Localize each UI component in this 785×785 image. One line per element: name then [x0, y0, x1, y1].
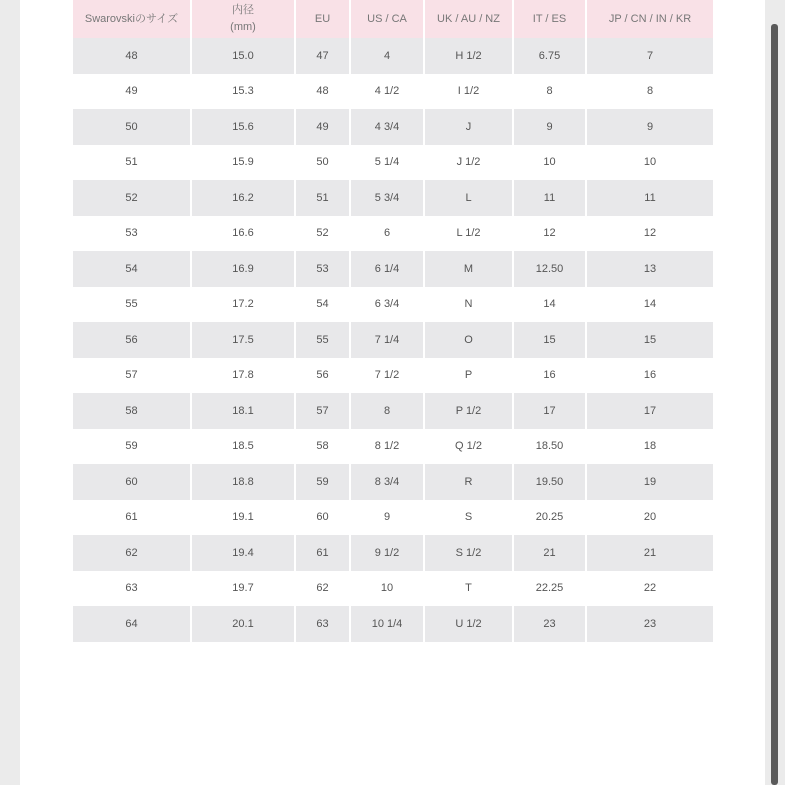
table-cell: 50 — [73, 109, 190, 145]
table-cell: 19.4 — [192, 535, 294, 571]
column-header: JP / CN / IN / KR — [587, 0, 713, 38]
table-cell: 13 — [587, 251, 713, 287]
table-cell: 16.9 — [192, 251, 294, 287]
table-cell: 23 — [514, 606, 585, 642]
table-cell: 20 — [643, 511, 657, 524]
table-cell: 15 — [514, 322, 585, 358]
table-cell: 17.5 — [192, 322, 294, 358]
table-cell: U 1/2 — [425, 606, 512, 642]
table-cell: 20.25 — [535, 511, 564, 524]
table-cell: 4 3/4 — [351, 109, 423, 145]
table-cell: 7 1/4 — [351, 322, 423, 358]
table-cell: 16 — [543, 369, 556, 382]
table-cell: 4 — [351, 38, 423, 74]
table-cell: 52 — [316, 227, 329, 240]
table-row — [73, 464, 713, 500]
column-header: 内径 (mm) — [192, 0, 294, 38]
table-cell: 55 — [125, 298, 138, 311]
table-cell: 60 — [316, 511, 329, 524]
column-header: US / CA — [351, 0, 423, 38]
table-cell: 22 — [643, 582, 657, 595]
table-cell: J — [425, 109, 512, 145]
table-cell: 53 — [296, 251, 349, 287]
table-cell: 10 — [643, 156, 657, 169]
table-cell: 15.9 — [232, 156, 254, 169]
table-cell: 11 — [514, 180, 585, 216]
table-cell: 59 — [296, 464, 349, 500]
table-row — [73, 429, 713, 465]
table-cell: 16.6 — [232, 227, 254, 240]
table-cell: 10 — [380, 582, 394, 595]
table-cell: 10 1/4 — [351, 606, 423, 642]
table-row — [73, 145, 713, 181]
table-cell: 6 3/4 — [374, 298, 400, 311]
table-cell: 17.8 — [232, 369, 254, 382]
table-cell: 58 — [316, 440, 329, 453]
table-row — [73, 535, 713, 571]
table-cell: 51 — [125, 156, 138, 169]
table-cell: 54 — [316, 298, 329, 311]
table-header-row — [73, 0, 713, 38]
column-header: IT / ES — [514, 0, 585, 38]
table-cell: 53 — [125, 227, 138, 240]
table-cell: 49 — [296, 109, 349, 145]
table-cell: 14 — [643, 298, 657, 311]
table-cell: 7 1/2 — [374, 369, 400, 382]
column-header: Swarovskiのサイズ — [73, 0, 190, 38]
table-cell: 17 — [514, 393, 585, 429]
table-cell: 18.50 — [535, 440, 564, 453]
table-row — [73, 500, 713, 536]
table-cell: 8 — [351, 393, 423, 429]
table-row — [73, 251, 713, 287]
table-cell: T — [465, 582, 472, 595]
table-cell: 18 — [643, 440, 657, 453]
column-header: EU — [296, 0, 349, 38]
table-cell: 15.0 — [192, 38, 294, 74]
table-cell: 21 — [587, 535, 713, 571]
table-cell: 15 — [587, 322, 713, 358]
table-cell: S 1/2 — [425, 535, 512, 571]
table-cell: 22.25 — [535, 582, 564, 595]
table-cell: 19 — [587, 464, 713, 500]
table-cell: 5 3/4 — [351, 180, 423, 216]
table-row — [73, 38, 713, 74]
table-cell: 12 — [543, 227, 556, 240]
table-cell: 52 — [73, 180, 190, 216]
table-cell: 48 — [73, 38, 190, 74]
table-cell: 5 1/4 — [374, 156, 400, 169]
table-cell: P 1/2 — [425, 393, 512, 429]
table-cell: 51 — [296, 180, 349, 216]
table-row — [73, 74, 713, 110]
table-cell: 63 — [125, 582, 138, 595]
table-cell: J 1/2 — [456, 156, 481, 169]
vertical-scrollbar[interactable] — [771, 24, 778, 785]
table-cell: 8 — [546, 85, 553, 98]
table-cell: 56 — [73, 322, 190, 358]
table-cell: 18.1 — [192, 393, 294, 429]
table-cell: 63 — [296, 606, 349, 642]
table-cell: 17.2 — [232, 298, 254, 311]
table-cell: 4 1/2 — [374, 85, 400, 98]
table-row — [73, 109, 713, 145]
table-cell: 19.7 — [232, 582, 254, 595]
table-cell: 16 — [643, 369, 657, 382]
column-header: UK / AU / NZ — [425, 0, 512, 38]
table-cell: 7 — [587, 38, 713, 74]
table-cell: 17 — [587, 393, 713, 429]
table-body — [73, 38, 713, 642]
table-cell: N — [464, 298, 473, 311]
table-cell: 6 — [383, 227, 391, 240]
table-cell: 8 1/2 — [374, 440, 400, 453]
table-cell: 18.8 — [192, 464, 294, 500]
table-cell: 61 — [296, 535, 349, 571]
table-row — [73, 216, 713, 252]
table-cell: 62 — [73, 535, 190, 571]
table-cell: 16.2 — [192, 180, 294, 216]
table-cell: O — [425, 322, 512, 358]
table-cell: P — [464, 369, 473, 382]
table-cell: 19.1 — [232, 511, 254, 524]
table-cell: 8 3/4 — [351, 464, 423, 500]
table-cell: 9 1/2 — [351, 535, 423, 571]
table-cell: 57 — [296, 393, 349, 429]
table-cell: R — [425, 464, 512, 500]
table-row — [73, 606, 713, 642]
table-cell: H 1/2 — [425, 38, 512, 74]
table-cell: 58 — [73, 393, 190, 429]
table-cell: 56 — [316, 369, 329, 382]
table-cell: 47 — [296, 38, 349, 74]
table-cell: 15.6 — [192, 109, 294, 145]
table-cell: 14 — [543, 298, 556, 311]
table-cell: I 1/2 — [457, 85, 480, 98]
table-cell: 9 — [587, 109, 713, 145]
table-row — [73, 358, 713, 394]
table-cell: 64 — [73, 606, 190, 642]
table-cell: 10 — [543, 156, 556, 169]
table-cell: 55 — [296, 322, 349, 358]
table-cell: 19.50 — [514, 464, 585, 500]
table-row — [73, 571, 713, 607]
table-cell: 54 — [73, 251, 190, 287]
table-cell: 57 — [125, 369, 138, 382]
table-row — [73, 322, 713, 358]
table-cell: M — [425, 251, 512, 287]
table-cell: 18.5 — [232, 440, 254, 453]
table-cell: 59 — [125, 440, 138, 453]
table-cell: 21 — [514, 535, 585, 571]
table-cell: Q 1/2 — [455, 440, 482, 453]
table-cell: S — [464, 511, 473, 524]
table-cell: 60 — [73, 464, 190, 500]
table-cell: 9 — [514, 109, 585, 145]
table-cell: L 1/2 — [456, 227, 481, 240]
table-cell: 8 — [646, 85, 654, 98]
table-cell: 20.1 — [192, 606, 294, 642]
table-cell: 15.3 — [232, 85, 254, 98]
table-cell: 62 — [316, 582, 329, 595]
table-row — [73, 287, 713, 323]
table-cell: 12 — [643, 227, 657, 240]
table-cell: 61 — [125, 511, 138, 524]
table-row — [73, 180, 713, 216]
table-cell: 11 — [587, 180, 713, 216]
table-cell: 6 1/4 — [351, 251, 423, 287]
table-cell: 49 — [125, 85, 138, 98]
table-cell: 23 — [587, 606, 713, 642]
table-cell: 6.75 — [514, 38, 585, 74]
table-cell: 9 — [383, 511, 391, 524]
table-cell: 48 — [316, 85, 329, 98]
table-cell: 12.50 — [514, 251, 585, 287]
table-cell: 50 — [316, 156, 329, 169]
ring-size-table — [71, 0, 715, 642]
table-cell: L — [425, 180, 512, 216]
table-row — [73, 393, 713, 429]
